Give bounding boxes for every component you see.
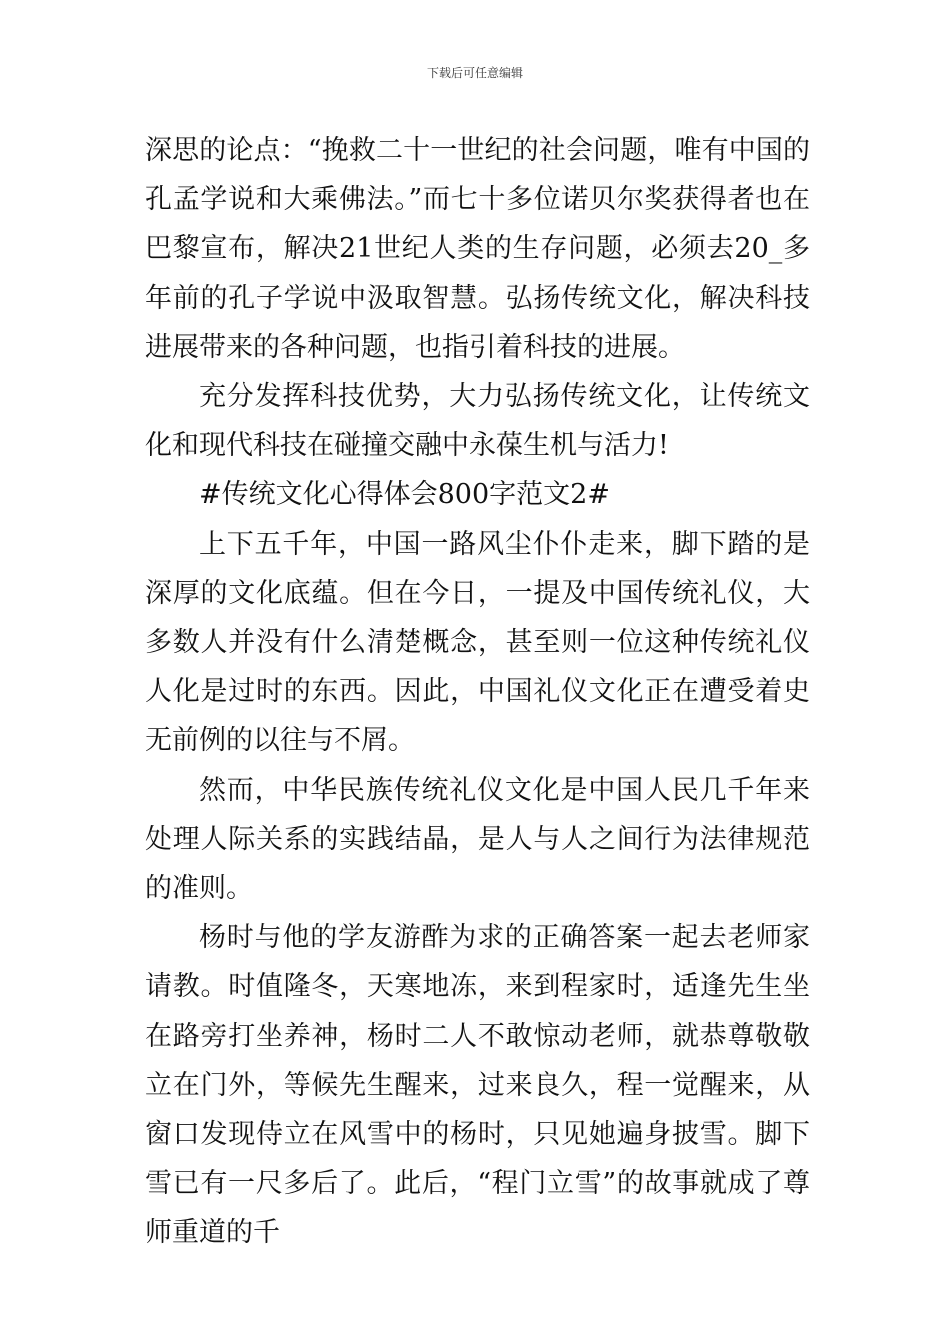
paragraph-2: 充分发挥科技优势，大力弘扬传统文化，让传统文化和现代科技在碰撞交融中永葆生机与活力! xyxy=(145,381,810,462)
document-body xyxy=(145,126,810,1258)
paragraph-4: 然而，中华民族传统礼仪文化是中国人民几千年来处理人际关系的实践结晶，是人与人之间行为法律规范的准则。 xyxy=(145,774,810,905)
header-note: 下载后可任意编辑 xyxy=(426,66,523,80)
paragraph-1: 深思的论点：“挽救二十一世纪的社会问题，唯有中国的孔孟学说和大乘佛法。”而七十多位诺贝尔奖获得者也在巴黎宣布，解决21世纪人类的生存问题，必须去20_多年前的孔子学说中汲取智慧。弘扬传统文化，解决科技进展带来的各种问题，也指引着科技的进展。 xyxy=(145,135,810,363)
section-heading: #传统文化心得体会800字范文2# xyxy=(199,479,610,511)
paragraph-5: 杨时与他的学友游酢为求的正确答案一起去老师家请教。时值隆冬，天寒地冻，来到程家时，适逢先生坐在路旁打坐养神，杨时二人不敢惊动老师，就恭尊敬敬立在门外，等候先生醒来，过来良久，程一觉醒来，从窗口发现侍立在风雪中的杨时，只见她遍身披雪。脚下雪已有一尺多后了。此后，“程门立雪”的故事就成了尊师重道的千 xyxy=(145,922,810,1249)
paragraph-3: 上下五千年，中国一路风尘仆仆走来，脚下踏的是深厚的文化底蕴。但在今日，一提及中国传统礼仪，大多数人并没有什么清楚概念，甚至则一位这种传统礼仪人化是过时的东西。因此，中国礼仪文化正在遭受着史无前例的以往与不屑。 xyxy=(145,528,810,757)
